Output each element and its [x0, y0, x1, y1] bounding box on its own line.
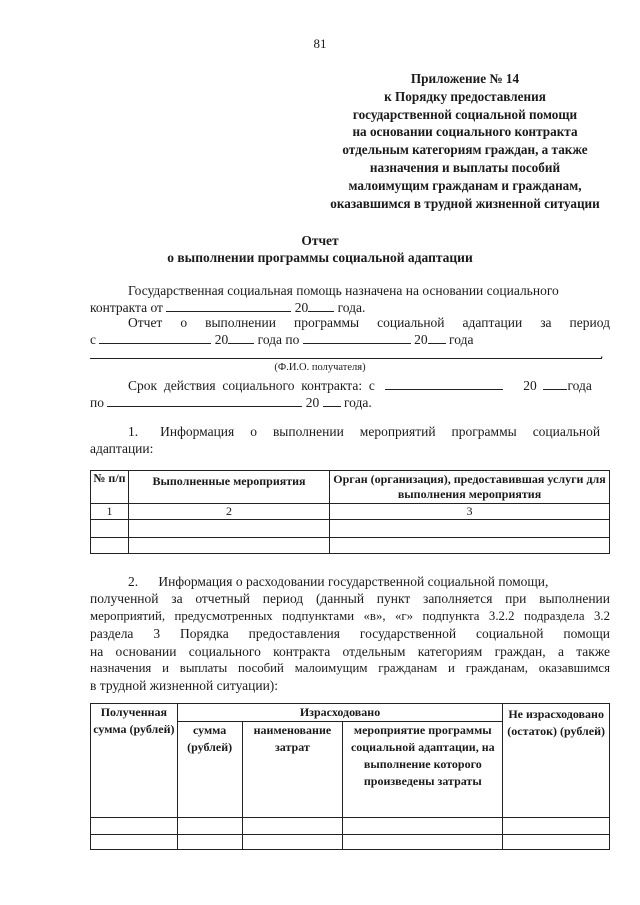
word: программы — [451, 424, 517, 439]
term-from-year-field[interactable] — [543, 377, 567, 390]
table-cell[interactable] — [91, 520, 129, 538]
table-header-row — [91, 471, 610, 504]
p1-line-b — [90, 299, 610, 316]
word: период — [569, 315, 610, 330]
table-cell[interactable] — [91, 835, 178, 850]
expenses-table — [90, 703, 610, 850]
table-cell: 1 — [91, 504, 129, 520]
word: Отчет — [128, 315, 163, 330]
section2-line: в трудной жизненной ситуации): — [90, 678, 279, 694]
p1-prefix: контракта от — [90, 300, 163, 315]
table-cell[interactable] — [91, 818, 178, 835]
term-from-end: года — [567, 378, 592, 393]
page-number: 81 — [313, 36, 327, 51]
period-from-label: с — [90, 332, 96, 347]
word: о — [250, 424, 257, 439]
p3-line-b — [90, 394, 610, 411]
period-from-year: 20 — [214, 332, 229, 347]
word: действия — [163, 378, 216, 393]
col-sum-header: сумма (рублей) — [177, 722, 242, 818]
table-cell[interactable] — [242, 818, 343, 835]
p2-line-b — [90, 331, 610, 348]
col-activities-header: Выполненные мероприятия — [129, 471, 330, 504]
p1-suffix: года. — [337, 300, 366, 315]
period-mid: года по — [257, 332, 300, 347]
appendix-header — [300, 70, 630, 212]
appendix-line: малоимущим гражданам и гражданам, — [348, 177, 582, 193]
word: социальной — [377, 315, 445, 330]
table-cell: 2 — [129, 504, 330, 520]
term-to-label: по — [90, 395, 104, 410]
appendix-line: оказавшимся в трудной жизненной ситуации — [330, 195, 600, 211]
col-cost-name-header: наименование затрат — [242, 722, 343, 818]
period-end: года — [449, 332, 474, 347]
table-cell[interactable] — [177, 818, 242, 835]
table-cell[interactable] — [343, 835, 503, 850]
appendix-line: на основании социального контракта — [352, 124, 578, 140]
table-cell[interactable] — [242, 835, 343, 850]
activities-table — [90, 470, 610, 554]
table-cell[interactable] — [91, 538, 129, 554]
appendix-line: отдельным категориям граждан, а также — [342, 142, 588, 158]
p1-year: 20 — [294, 300, 309, 315]
word: выполнении — [205, 315, 276, 330]
appendix-line: Приложение № 14 — [410, 71, 520, 86]
p3-line-a — [128, 377, 610, 394]
section1-line-b: адаптации: — [90, 441, 154, 456]
term-to-year-field[interactable] — [323, 394, 341, 407]
section1-number: 1. — [128, 424, 139, 439]
table-row — [91, 818, 610, 835]
col-organization-header: Орган (организация), предоставившая услуги для выполнения мероприятия — [330, 471, 610, 504]
recipient-name-label: (Ф.И.О. получателя) — [274, 362, 366, 373]
section2-line: назначения и выплаты пособий малоимущим гражданам и гражданам, оказавшимся — [90, 661, 610, 676]
contract-date-field[interactable] — [166, 299, 291, 312]
col-number-header: № п/п — [91, 471, 129, 504]
word: о — [180, 315, 188, 330]
word: социального — [222, 378, 295, 393]
table-row — [91, 520, 610, 538]
contract-year-field[interactable] — [308, 299, 334, 312]
table-cell: 3 — [330, 504, 610, 520]
word: программы — [293, 315, 360, 330]
term-to-year: 20 — [305, 395, 320, 410]
table-cell[interactable] — [177, 835, 242, 850]
word: выполнении — [272, 424, 344, 439]
term-to-field[interactable] — [107, 394, 302, 407]
section2-line: раздела 3 Порядка предоставления государственной социальной помощи — [90, 626, 610, 642]
table-cell[interactable] — [129, 538, 330, 554]
appendix-line: государственной социальной помощи — [352, 106, 578, 122]
word: мероприятий — [359, 424, 436, 439]
word: контракта: — [301, 378, 363, 393]
table-cell[interactable] — [343, 818, 503, 835]
table-row — [91, 835, 610, 850]
recipient-name-field[interactable] — [90, 358, 602, 359]
col-received-header: Полученная сумма (рублей) — [91, 704, 178, 818]
period-to-field[interactable] — [303, 331, 411, 344]
fio-dot: . — [600, 346, 604, 361]
term-from-field[interactable] — [385, 377, 503, 390]
table-header-row — [91, 704, 610, 722]
appendix-line: назначения и выплаты пособий — [369, 159, 561, 175]
word: адаптации — [462, 315, 523, 330]
period-to-year-field[interactable] — [428, 331, 446, 344]
section2-line: мероприятий, предусмотренных подпунктами «в», «г» подпункта 3.2.2 подраздела 3.2 — [90, 608, 610, 623]
col-not-spent-header: Не израсходовано (остаток) (рублей) — [503, 704, 610, 818]
table-cell[interactable] — [330, 538, 610, 554]
table-cell[interactable] — [503, 818, 610, 835]
col-event-header: мероприятие программы социальной адаптации, на выполнение которого произведены затраты — [343, 722, 503, 818]
section2-line: 2. Информация о расходовании государственной социальной помощи, — [128, 574, 549, 589]
word: с — [368, 378, 375, 393]
table-row — [91, 504, 610, 520]
period-from-year-field[interactable] — [228, 331, 254, 344]
word: за — [540, 315, 552, 330]
word: социальной — [532, 424, 601, 439]
title-line-2: о выполнении программы социальной адаптации — [167, 250, 473, 265]
p1-line-a: Государственная социальная помощь назначена на основании социального — [128, 283, 559, 298]
period-to-year: 20 — [414, 332, 428, 347]
table-cell[interactable] — [129, 520, 330, 538]
section2-text — [90, 573, 610, 695]
report-title — [0, 232, 640, 266]
word: Информация — [160, 424, 235, 439]
period-from-field[interactable] — [99, 331, 211, 344]
appendix-line: к Порядку предоставления — [384, 88, 546, 104]
word: Срок — [128, 378, 158, 393]
term-to-end: года. — [343, 395, 372, 410]
term-from-year: 20 — [523, 378, 537, 393]
section1-line-a — [128, 424, 610, 440]
section2-line: на основании социального контракта отдельным категориям граждан, а также — [90, 643, 610, 659]
table-cell[interactable] — [503, 835, 610, 850]
title-line-1: Отчет — [301, 233, 339, 248]
table-cell[interactable] — [330, 520, 610, 538]
p2-line-a — [128, 315, 610, 331]
table-row — [91, 538, 610, 554]
section2-line: полученной за отчетный период (данный пункт заполняется при выполнении — [90, 591, 610, 607]
col-spent-header: Израсходовано — [177, 704, 503, 722]
